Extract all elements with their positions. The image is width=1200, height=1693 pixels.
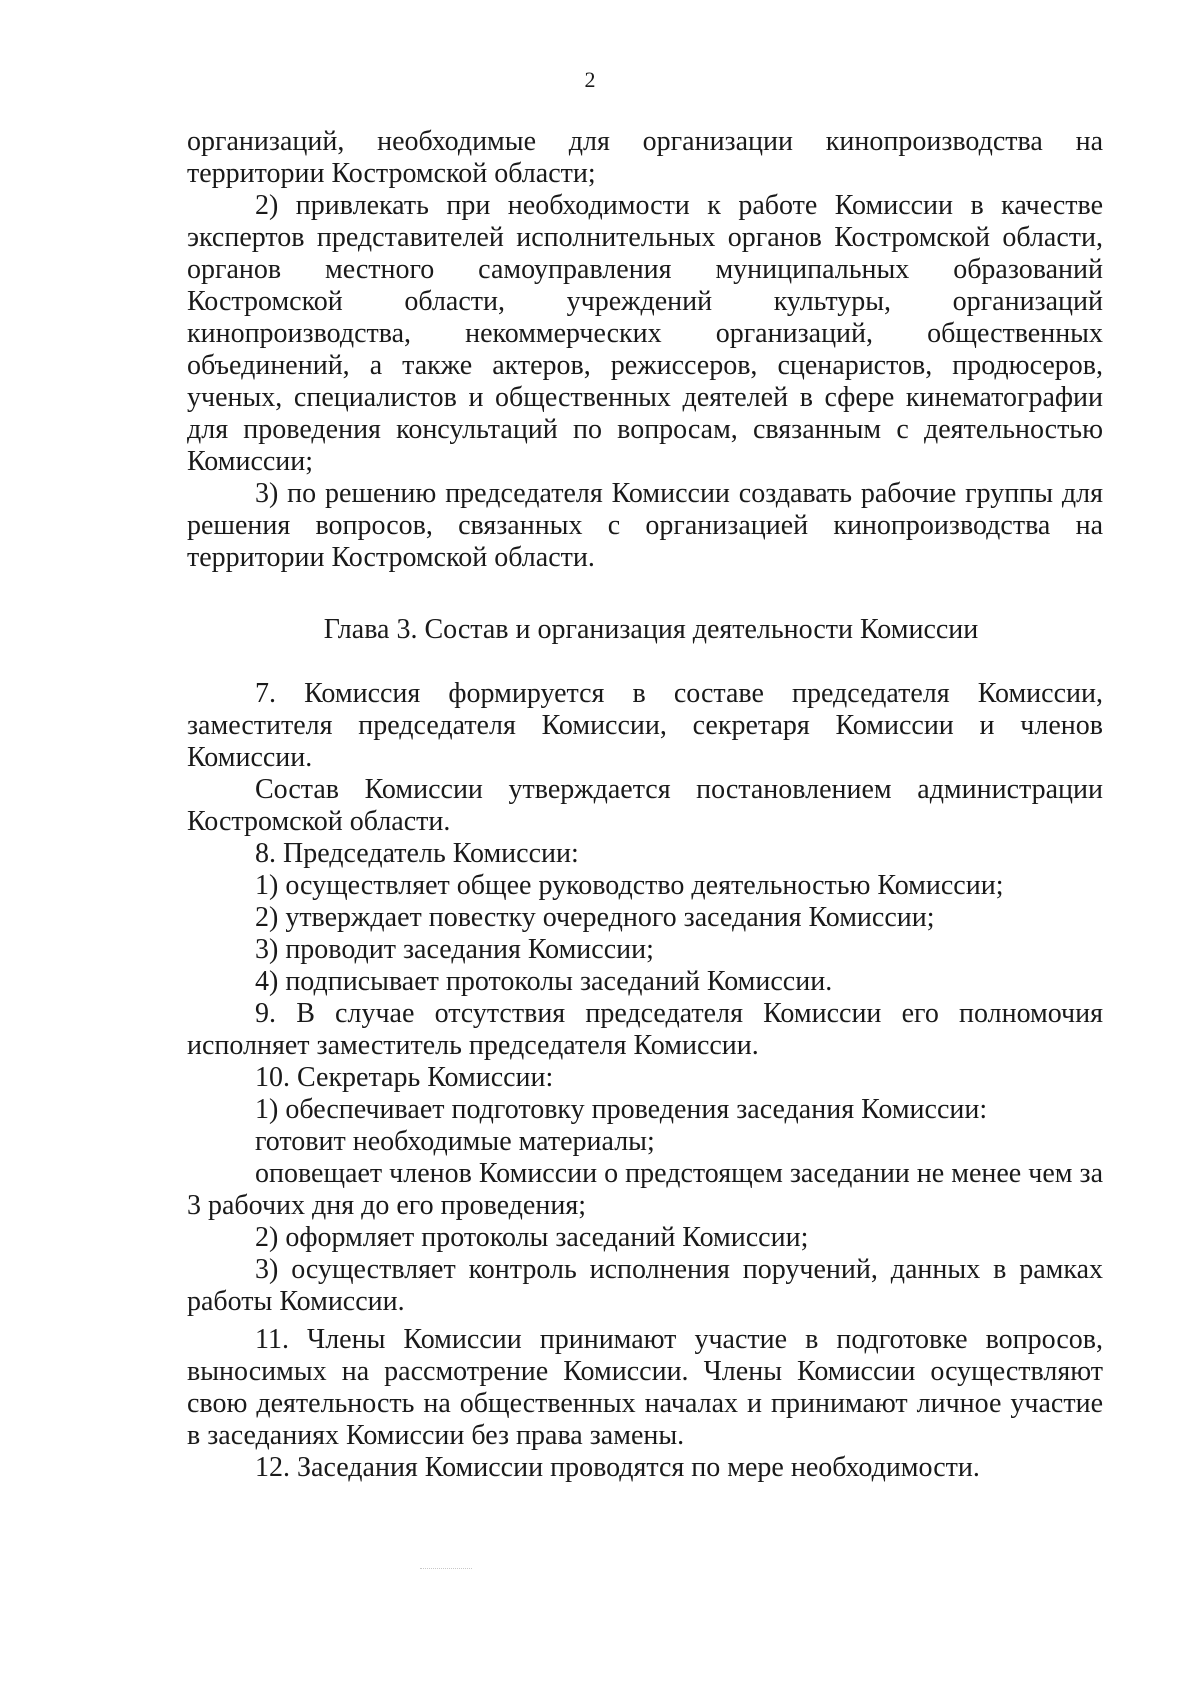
- paragraph-secretary-subduty-b: оповещает членов Комиссии о предстоящем заседании не менее чем за 3 рабочих дня до его проведения;: [187, 1158, 1103, 1221]
- paragraph-clause-10: 10. Секретарь Комиссии:: [255, 1062, 554, 1093]
- section-before-heading: [187, 126, 1103, 574]
- paragraph-clause-7: 7. Комиссия формируется в составе председателя Комиссии, заместителя председателя Комиссии, секретаря Комиссии и членов Комиссии.: [187, 678, 1103, 773]
- paragraph-chair-duty-3: 3) проводит заседания Комиссии;: [255, 934, 654, 965]
- paragraph-item-2: 2) привлекать при необходимости к работе Комиссии в качестве экспертов представителей исполнительных органов Костромской области, органов местного самоуправления муниципальных образований Костромской области, учреждений культуры, организаций кинопроизводства, некоммерческих организаций, общественных объединений, а также актеров, режиссеров, сценаристов, продюсеров, ученых, специалистов и общественных деятелей в сфере кинематографии для проведения консультаций по вопросам, связанным с деятельностью Комиссии;: [187, 190, 1103, 477]
- section-after-heading: [187, 678, 1103, 1484]
- paragraph-secretary-duty-1: 1) обеспечивает подготовку проведения заседания Комиссии:: [255, 1094, 988, 1125]
- paragraph-item-3: 3) по решению председателя Комиссии создавать рабочие группы для решения вопросов, связанных с организацией кинопроизводства на территории Костромской области.: [187, 478, 1103, 573]
- paragraph-composition: Состав Комиссии утверждается постановлением администрации Костромской области.: [187, 774, 1103, 837]
- page-number: 2: [584, 67, 596, 92]
- document-body: [187, 126, 1103, 1484]
- paragraph-chair-duty-4: 4) подписывает протоколы заседаний Комиссии.: [255, 966, 833, 997]
- chapter-heading: Глава 3. Состав и организация деятельности Комиссии: [323, 614, 979, 645]
- paragraph-chair-duty-2: 2) утверждает повестку очередного заседания Комиссии;: [255, 902, 935, 933]
- paragraph-clause-11: 11. Члены Комиссии принимают участие в подготовке вопросов, выносимых на рассмотрение Комиссии. Члены Комиссии осуществляют свою деятельность на общественных началах и принимают личное участие в заседаниях Комиссии без права замены.: [187, 1324, 1103, 1451]
- paragraph-secretary-duty-3: 3) осуществляет контроль исполнения поручений, данных в рамках работы Комиссии.: [187, 1254, 1103, 1317]
- paragraph-continuation: организаций, необходимые для организации кинопроизводства на территории Костромской области;: [187, 126, 1103, 189]
- paragraph-secretary-duty-2: 2) оформляет протоколы заседаний Комиссии;: [255, 1222, 809, 1253]
- paragraph-clause-8: 8. Председатель Комиссии:: [255, 838, 579, 869]
- paragraph-clause-12: 12. Заседания Комиссии проводятся по мере необходимости.: [255, 1452, 980, 1483]
- paragraph-secretary-subduty-a: готовит необходимые материалы;: [255, 1126, 655, 1157]
- scan-artifact: [420, 1568, 472, 1570]
- paragraph-clause-9: 9. В случае отсутствия председателя Комиссии его полномочия исполняет заместитель председателя Комиссии.: [187, 998, 1103, 1061]
- paragraph-chair-duty-1: 1) осуществляет общее руководство деятельностью Комиссии;: [255, 870, 1004, 901]
